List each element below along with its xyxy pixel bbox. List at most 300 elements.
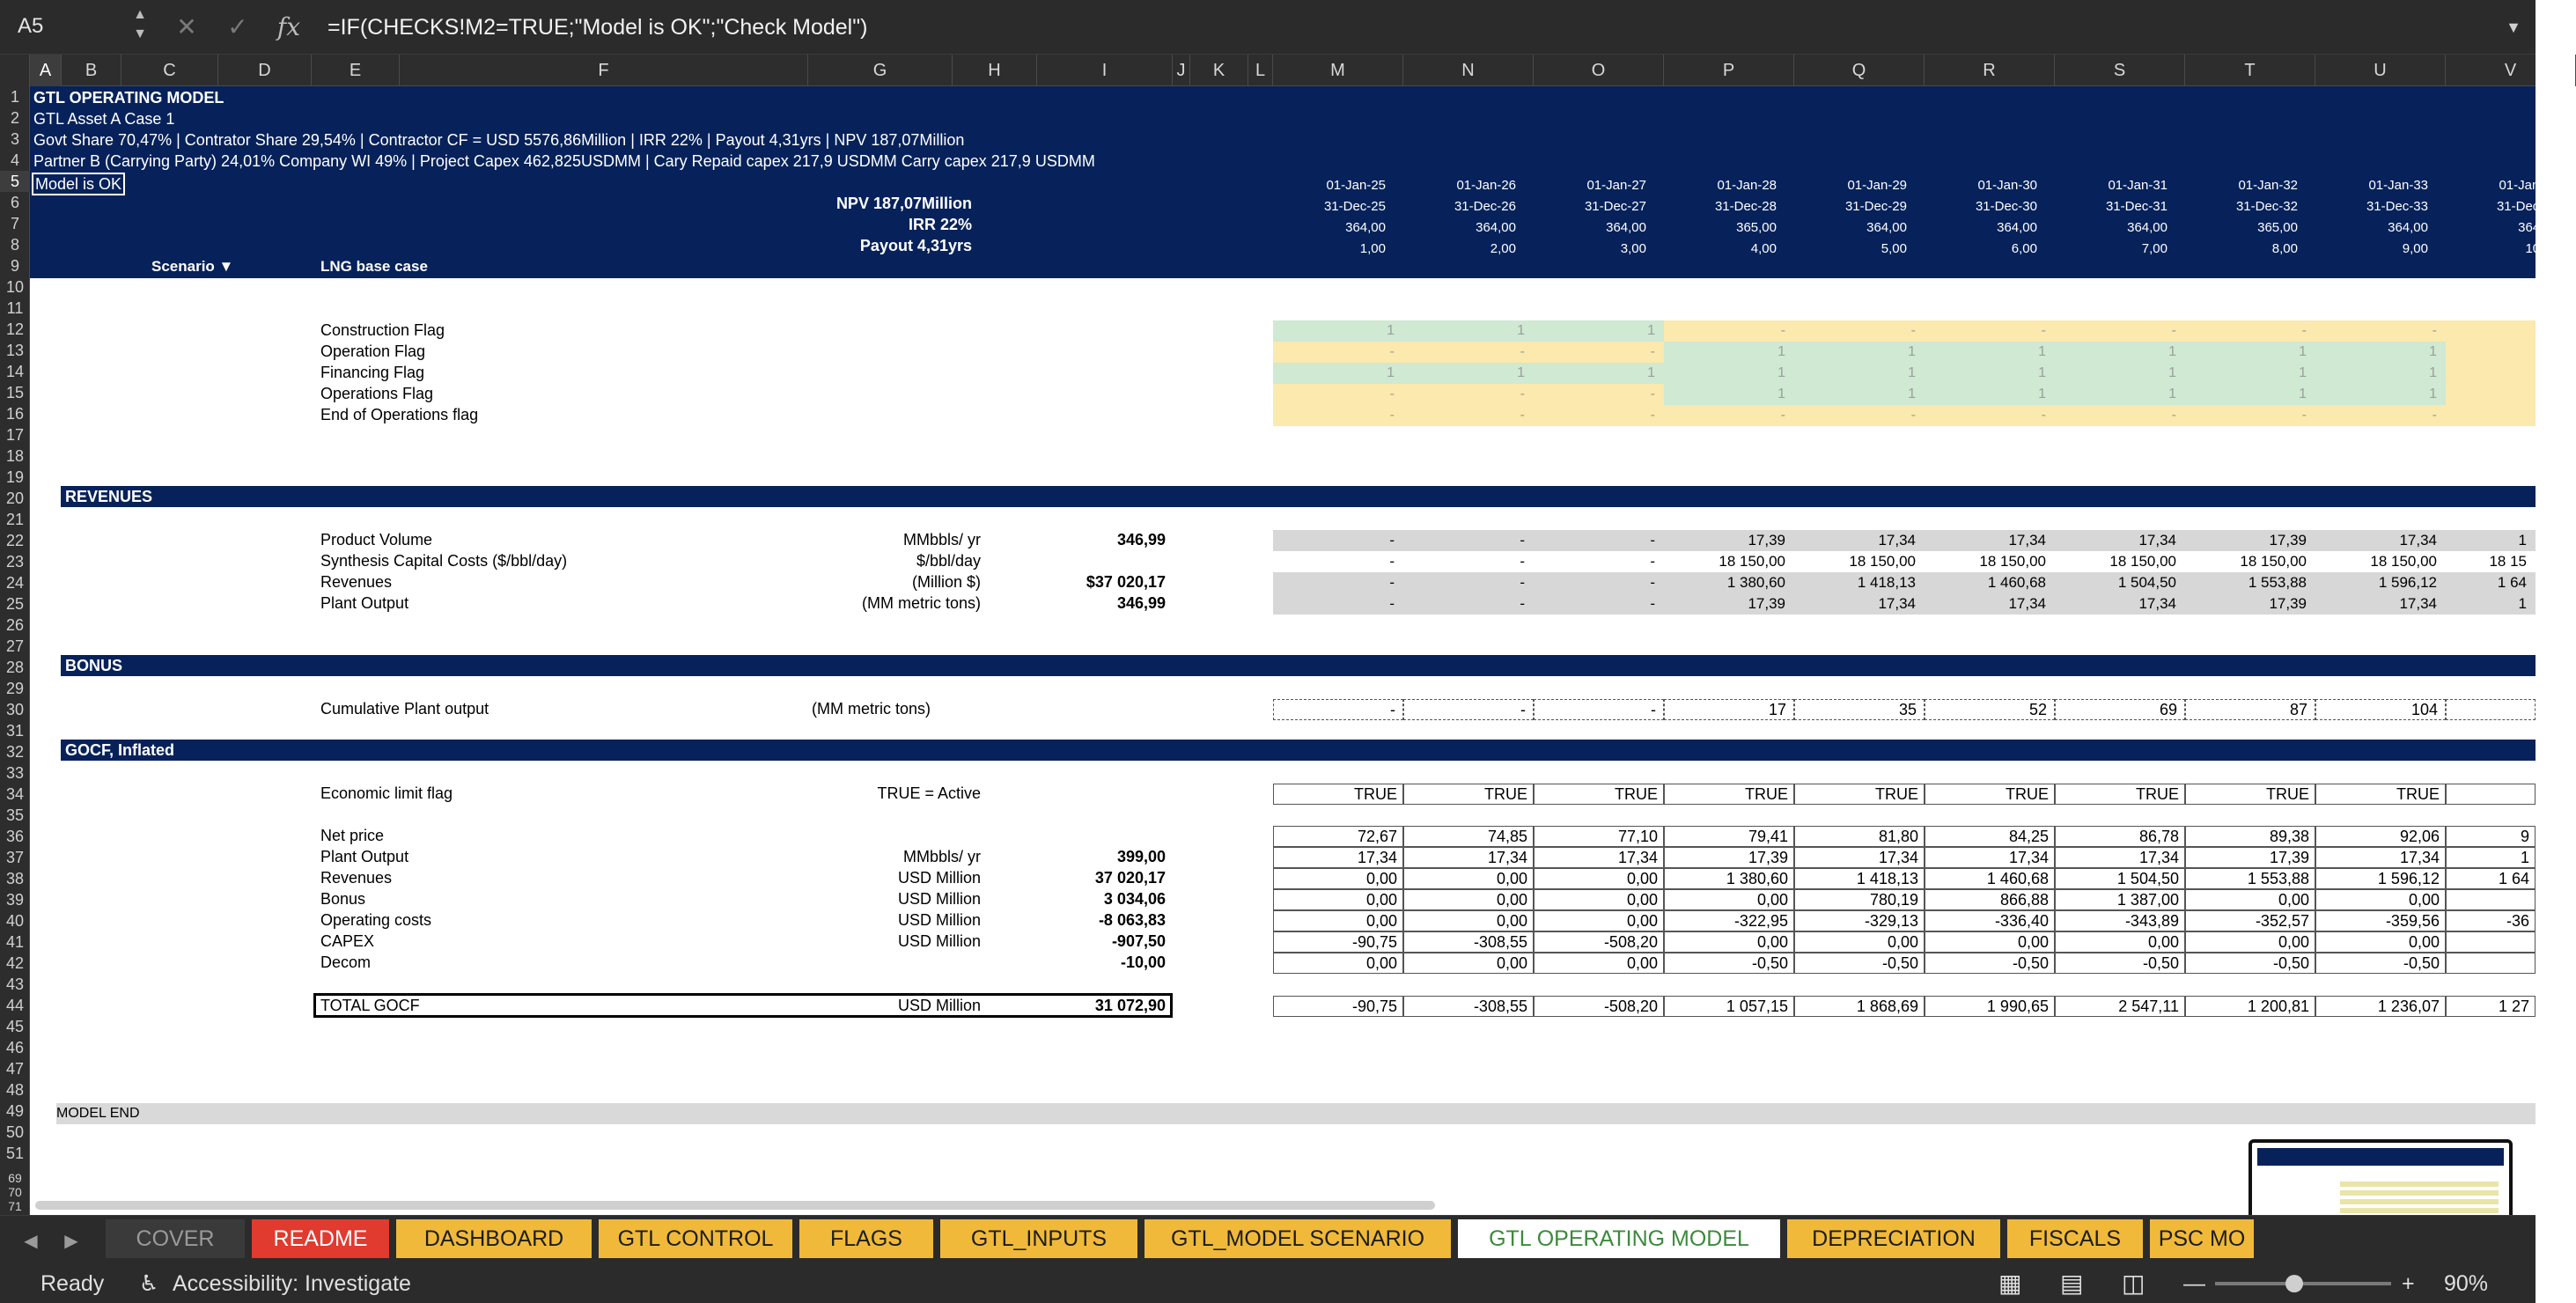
flag-cell: - [2055, 405, 2185, 426]
bonus-row-label: Cumulative Plant output [320, 700, 489, 718]
timeline-period-cell: 7,00 [2141, 241, 2168, 256]
revenue-value-cell: 17,39 [1664, 593, 1794, 615]
row-header-26[interactable]: 26 [5, 616, 25, 634]
timeline-start-cell: 01-Jan-31 [2108, 178, 2168, 193]
gocf-row-unit: USD Million [897, 911, 981, 929]
gocf-row-total: -8 063,83 [1098, 911, 1166, 929]
gocf-value-cell: 0,00 [2055, 931, 2185, 953]
gocf-value-cell [2446, 953, 2536, 974]
timeline-start-cell: 01-Jan-34 [2499, 178, 2558, 193]
page-break-icon[interactable]: ◫ [2122, 1270, 2145, 1297]
flag-cell [2446, 384, 2536, 405]
gocf-value-cell: 0,00 [1534, 910, 1664, 931]
flag-cell: - [1794, 405, 1925, 426]
column-header-h[interactable]: H [953, 55, 1037, 86]
sheet-tab-psc-mo[interactable]: PSC MO [2150, 1219, 2256, 1258]
column-header [0, 55, 2536, 86]
row-header-2[interactable]: 2 [10, 109, 19, 127]
timeline-end-cell: 31-Dec-31 [2105, 199, 2168, 214]
name-box-stepper-icon[interactable]: ▲ ▼ [133, 7, 147, 41]
timeline-period-cell: 4,00 [1750, 241, 1777, 256]
row-header-49[interactable]: 49 [5, 1102, 25, 1120]
gocf-value-cell: -0,50 [2185, 953, 2315, 974]
column-header-v[interactable]: V [2446, 55, 2576, 86]
revenue-row-unit: (Million $) [911, 573, 981, 591]
econ-flag-cell: TRUE [1664, 784, 1794, 805]
flag-cell [2446, 320, 2536, 342]
column-header-s[interactable]: S [2055, 55, 2185, 86]
row-header-15[interactable]: 15 [5, 384, 25, 401]
timeline-period-cell: 3,00 [1620, 241, 1646, 256]
revenue-value-cell: 1 553,88 [2185, 572, 2315, 593]
row-header-41[interactable]: 41 [5, 933, 25, 951]
flag-label: Operation Flag [320, 342, 426, 360]
gocf-value-cell: -0,50 [1794, 953, 1925, 974]
row-header-21[interactable]: 21 [5, 511, 25, 528]
sheet-tab-readme[interactable]: README [252, 1219, 391, 1258]
revenue-value-cell: 17,34 [2055, 530, 2185, 551]
row-header-22[interactable]: 22 [5, 532, 25, 549]
row-header-71[interactable]: 71 [8, 1199, 22, 1213]
flag-cell: - [2315, 405, 2446, 426]
bonus-value-cell: - [1273, 699, 1403, 720]
row-header-5[interactable]: 5 [0, 171, 30, 192]
column-header-d[interactable]: D [218, 55, 312, 86]
row-header-11[interactable]: 11 [6, 299, 24, 317]
prev-sheet-icon[interactable]: ◀ [24, 1232, 38, 1251]
row-header-6[interactable]: 6 [10, 194, 19, 211]
gocf-value-cell: -0,50 [2055, 953, 2185, 974]
sheet-tab-gtl-inputs[interactable]: GTL_INPUTS [940, 1219, 1139, 1258]
bonus-value-cell: 17 [1664, 699, 1794, 720]
econ-flag-cell: TRUE [1925, 784, 2055, 805]
next-sheet-icon[interactable]: ▶ [64, 1232, 78, 1251]
flag-cell: 1 [2185, 363, 2315, 384]
gocf-value-cell: -0,50 [1925, 953, 2055, 974]
gocf-value-cell [2446, 931, 2536, 953]
row-header-17[interactable]: 17 [5, 426, 25, 444]
row-header-14[interactable]: 14 [5, 363, 25, 380]
revenue-value-cell: 1 [2446, 530, 2536, 551]
model-end-band [56, 1103, 2536, 1124]
column-header-e[interactable]: E [312, 55, 400, 86]
insert-function-button[interactable]: fx [276, 12, 301, 41]
flag-cell: 1 [1664, 363, 1794, 384]
gocf-value-cell: 17,34 [1925, 847, 2055, 868]
gocf-value-cell: 0,00 [1794, 931, 1925, 953]
gocf-row-total: 3 034,06 [1103, 890, 1166, 908]
row-header-44[interactable]: 44 [5, 997, 25, 1014]
gocf-value-cell: 780,19 [1794, 889, 1925, 910]
zoom-slider[interactable] [2215, 1282, 2391, 1285]
model-title: GTL OPERATING MODEL [33, 89, 224, 107]
bonus-value-cell: 104 [2315, 699, 2446, 720]
gocf-value-cell: 0,00 [1273, 953, 1403, 974]
timeline-start-cell: 01-Jan-27 [1586, 178, 1646, 193]
revenue-value-cell: - [1520, 553, 1525, 570]
gocf-value-cell: 1 64 [2446, 868, 2536, 889]
accessibility-icon[interactable]: ♿ [139, 1271, 159, 1296]
flag-cell: 1 [1925, 342, 2055, 363]
zoom-in-icon[interactable]: + [2402, 1271, 2415, 1296]
revenue-value-cell: - [1273, 572, 1403, 593]
row-header-38[interactable]: 38 [5, 870, 25, 887]
flag-cell: 1 [2315, 384, 2446, 405]
total-gocf-label: TOTAL GOCF [320, 997, 420, 1014]
sheet-tab-gtl-control[interactable]: GTL CONTROL [599, 1219, 794, 1258]
sheet-tab-cover[interactable]: COVER [106, 1219, 247, 1258]
column-header-p[interactable]: P [1664, 55, 1794, 86]
row-header-8[interactable]: 8 [10, 236, 19, 254]
row-header-24[interactable]: 24 [5, 574, 25, 592]
total-gocf-cell: 1 236,07 [2315, 996, 2446, 1017]
column-header-u[interactable]: U [2315, 55, 2446, 86]
column-header-m[interactable]: M [1273, 55, 1403, 86]
row-header-40[interactable]: 40 [5, 912, 25, 930]
timeline-end-cell: 31-Dec-34 [2496, 199, 2558, 214]
row-header-30[interactable]: 30 [5, 701, 25, 718]
row-header-36[interactable]: 36 [5, 828, 25, 845]
ready-status: Ready [40, 1271, 105, 1296]
revenue-value-cell: 18 150,00 [1979, 553, 2046, 570]
gocf-row-unit: USD Million [897, 869, 981, 887]
gocf-value-cell: 0,00 [1403, 868, 1534, 889]
flag-cell: - [1925, 405, 2055, 426]
column-header-f[interactable]: F [400, 55, 808, 86]
row-header-12[interactable]: 12 [5, 320, 25, 338]
revenue-value-cell: - [1403, 530, 1534, 551]
revenue-value-cell: 18 15 [2489, 553, 2527, 570]
gocf-value-cell: 0,00 [1403, 889, 1534, 910]
horizontal-scrollbar[interactable] [35, 1201, 1435, 1210]
flag-cell: - [1794, 320, 1925, 342]
row-header-47[interactable]: 47 [5, 1060, 25, 1078]
revenue-value-cell: 17,34 [1925, 530, 2055, 551]
gocf-value-cell: -343,89 [2055, 910, 2185, 931]
flag-cell: 1 [2185, 342, 2315, 363]
column-header-o[interactable]: O [1534, 55, 1664, 86]
flag-cell: - [1273, 342, 1403, 363]
gocf-row-label: Revenues [320, 869, 393, 887]
row-header-37[interactable]: 37 [5, 849, 25, 866]
revenue-row-unit: MMbbls/ yr [902, 531, 981, 548]
econ-flag-cell: TRUE [2185, 784, 2315, 805]
revenue-value-cell: 17,34 [2055, 593, 2185, 615]
gocf-value-cell: 17,39 [1664, 847, 1794, 868]
page-layout-icon[interactable]: ▤ [2060, 1270, 2084, 1297]
total-gocf-cell: 2 547,11 [2055, 996, 2185, 1017]
timeline-end-cell: 31-Dec-28 [1714, 199, 1777, 214]
sheet-tab-fiscals[interactable]: FISCALS [2007, 1219, 2145, 1258]
summary-line-1: Govt Share 70,47% | Contrator Share 29,54% | Contractor CF = USD 5576,86Million | IRR 22% | Payout 4,31yrs | NPV 187,07Million [33, 131, 965, 149]
flag-cell: 1 [2315, 363, 2446, 384]
timeline-days-cell: 365,00 [2257, 220, 2298, 235]
gocf-value-cell: 9 [2446, 826, 2536, 847]
timeline-days-cell: 364,00 [1997, 220, 2037, 235]
timeline-period-cell: 8,00 [2271, 241, 2298, 256]
flag-cell: 1 [1273, 363, 1403, 384]
flag-cell: 1 [2055, 363, 2185, 384]
column-header-a[interactable]: A [30, 55, 62, 86]
gocf-band [61, 740, 2536, 761]
flag-cell: - [1664, 320, 1794, 342]
timeline-days-cell: 364,00 [1866, 220, 1907, 235]
econ-flag-cell [2446, 784, 2536, 805]
timeline-end-cell: 31-Dec-30 [1975, 199, 2037, 214]
gocf-value-cell: -329,13 [1794, 910, 1925, 931]
gocf-value-cell: 17,34 [1273, 847, 1403, 868]
row-header-27[interactable]: 27 [5, 637, 25, 655]
row-header-33[interactable]: 33 [5, 764, 25, 782]
gocf-row-unit: MMbbls/ yr [902, 848, 981, 865]
flag-cell: 1 [2055, 342, 2185, 363]
gocf-value-cell: 866,88 [1925, 889, 2055, 910]
column-header-b[interactable]: B [62, 55, 121, 86]
gocf-row-label: Plant Output [320, 848, 409, 865]
row-header-51[interactable]: 51 [5, 1145, 25, 1162]
gocf-value-cell: 81,80 [1794, 826, 1925, 847]
timeline-days-cell: 364,00 [1606, 220, 1646, 235]
row-header-4[interactable]: 4 [10, 151, 19, 169]
timeline-period-cell: 10,00 [2525, 241, 2558, 256]
revenue-row-label: Synthesis Capital Costs ($/bbl/day) [320, 552, 568, 570]
timeline-days-cell: 364,00 [1345, 220, 1386, 235]
gocf-row-total: 37 020,17 [1094, 869, 1166, 887]
gocf-value-cell: 1 [2446, 847, 2536, 868]
flag-cell: - [1534, 384, 1664, 405]
row-header-3[interactable]: 3 [10, 130, 19, 148]
column-header-k[interactable]: K [1190, 55, 1248, 86]
summary-line-2: Partner B (Carrying Party) 24,01% Company WI 49% | Project Capex 462,825USDMM | Cary Repaid capex 217,9 USDMM Carry capex 217,9 USDMM [33, 152, 1095, 170]
gocf-row-label: Bonus [320, 890, 366, 908]
npv-label: NPV 187,07Million [835, 195, 972, 212]
timeline-start-cell: 01-Jan-25 [1326, 178, 1386, 193]
flag-cell: 1 [2185, 384, 2315, 405]
sheet-tab-gtl-model-scenario[interactable]: GTL_MODEL SCENARIO [1144, 1219, 1453, 1258]
revenue-row-total: 346,99 [1116, 594, 1166, 612]
revenue-value-cell: - [1403, 593, 1534, 615]
row-header-19[interactable]: 19 [5, 468, 25, 486]
gocf-value-cell: 0,00 [1664, 889, 1794, 910]
row-header-20[interactable]: 20 [5, 490, 25, 507]
timeline-end-cell: 31-Dec-29 [1844, 199, 1907, 214]
gocf-value-cell: 0,00 [1273, 868, 1403, 889]
row-header-70[interactable]: 70 [8, 1185, 22, 1199]
row-header-16[interactable]: 16 [5, 405, 25, 423]
gocf-value-cell: 89,38 [2185, 826, 2315, 847]
econ-flag-cell: TRUE [2055, 784, 2185, 805]
row-header-25[interactable]: 25 [5, 595, 25, 613]
bonus-value-cell: 69 [2055, 699, 2185, 720]
flag-cell: - [1273, 405, 1403, 426]
timeline-days-cell: 364,00 [1476, 220, 1516, 235]
normal-view-icon[interactable]: ▦ [1998, 1270, 2022, 1297]
revenue-value-cell: - [1403, 572, 1534, 593]
flag-cell: - [2185, 405, 2315, 426]
sheet-grid[interactable] [30, 86, 2558, 1215]
gocf-value-cell: 17,34 [2055, 847, 2185, 868]
econ-flag-unit: TRUE = Active [877, 784, 981, 802]
gocf-value-cell: -90,75 [1273, 931, 1403, 953]
flag-label: Financing Flag [320, 364, 425, 381]
flag-label: End of Operations flag [320, 406, 479, 423]
total-gocf-value: 31 072,90 [1094, 997, 1166, 1014]
revenue-value-cell: - [1534, 530, 1664, 551]
row-header-48[interactable]: 48 [5, 1081, 25, 1099]
revenue-value-cell: 17,39 [2185, 530, 2315, 551]
gocf-value-cell: 1 460,68 [1925, 868, 2055, 889]
sheet-tab-flags[interactable]: FLAGS [799, 1219, 935, 1258]
row-header-32[interactable]: 32 [5, 743, 25, 761]
gocf-value-cell: 1 418,13 [1794, 868, 1925, 889]
row-header-18[interactable]: 18 [5, 447, 25, 465]
column-header-i[interactable]: I [1037, 55, 1173, 86]
timeline-end-cell: 31-Dec-32 [2235, 199, 2298, 214]
column-header-c[interactable]: C [121, 55, 218, 86]
scenario-dropdown[interactable]: Scenario ▼ [151, 258, 234, 275]
gocf-value-cell [2446, 889, 2536, 910]
bonus-row-unit: (MM metric tons) [812, 700, 931, 718]
row-header-35[interactable]: 35 [5, 806, 25, 824]
gocf-row-label: Decom [320, 953, 372, 971]
flag-cell: - [1403, 384, 1534, 405]
gocf-value-cell: -0,50 [2315, 953, 2446, 974]
zoom-out-icon[interactable]: — [2183, 1271, 2205, 1296]
confirm-icon[interactable]: ✓ [227, 13, 248, 40]
gocf-row-unit: USD Million [897, 932, 981, 950]
gocf-value-cell: 0,00 [1534, 889, 1664, 910]
econ-flag-cell: TRUE [1534, 784, 1664, 805]
bonus-value-cell [2446, 699, 2536, 720]
column-header-q[interactable]: Q [1794, 55, 1925, 86]
revenue-row-label: Product Volume [320, 531, 433, 548]
sheet-tab-gtl-operating-model[interactable]: GTL OPERATING MODEL [1458, 1219, 1782, 1258]
column-header-j[interactable]: J [1173, 55, 1190, 86]
gocf-row-label: Net price [320, 827, 385, 844]
formula-input[interactable]: =IF(CHECKS!M2=TRUE;"Model is OK";"Check Model") [317, 9, 2491, 46]
gocf-value-cell: 0,00 [2315, 931, 2446, 953]
column-header-g[interactable]: G [808, 55, 953, 86]
gocf-value-cell: -308,55 [1403, 931, 1534, 953]
row-header-7[interactable]: 7 [10, 215, 19, 232]
row-header-42[interactable]: 42 [5, 954, 25, 972]
econ-flag-cell: TRUE [1273, 784, 1403, 805]
irr-label: IRR 22% [908, 216, 972, 233]
row-header-69[interactable]: 69 [8, 1171, 22, 1185]
flag-cell: 1 [1794, 342, 1925, 363]
row-header [0, 86, 30, 1215]
cancel-icon[interactable]: ✕ [176, 13, 197, 40]
revenue-value-cell: 18 150,00 [2370, 553, 2437, 570]
column-header-t[interactable]: T [2185, 55, 2315, 86]
bonus-value-cell: 35 [1794, 699, 1925, 720]
model-status-cell[interactable]: Model is OK [32, 173, 125, 195]
flag-cell: 1 [1664, 342, 1794, 363]
column-header-n[interactable]: N [1403, 55, 1534, 86]
gocf-value-cell: -508,20 [1534, 931, 1664, 953]
row-header-45[interactable]: 45 [5, 1018, 25, 1035]
sheet-tab-dashboard[interactable]: DASHBOARD [396, 1219, 593, 1258]
gocf-row-label: Operating costs [320, 911, 432, 929]
row-header-9[interactable]: 9 [10, 257, 19, 275]
revenue-value-cell: - [1534, 593, 1664, 615]
revenue-value-cell: 1 596,12 [2315, 572, 2446, 593]
bonus-section-title: BONUS [65, 657, 123, 674]
flag-cell: - [1403, 405, 1534, 426]
flag-cell [2446, 405, 2536, 426]
timeline-end-cell: 31-Dec-33 [2366, 199, 2428, 214]
row-header-34[interactable]: 34 [5, 785, 25, 803]
revenue-row-unit: (MM metric tons) [862, 594, 981, 612]
gocf-value-cell: 0,00 [1273, 889, 1403, 910]
model-subtitle: GTL Asset A Case 1 [33, 110, 175, 128]
revenue-value-cell: 18 150,00 [1849, 553, 1916, 570]
timeline-period-cell: 1,00 [1359, 241, 1386, 256]
gocf-value-cell: 0,00 [2315, 889, 2446, 910]
name-box[interactable]: A5 [18, 14, 44, 38]
row-header-39[interactable]: 39 [5, 891, 25, 909]
gocf-value-cell: 0,00 [1534, 868, 1664, 889]
gocf-value-cell: 74,85 [1403, 826, 1534, 847]
select-all-corner[interactable] [0, 55, 30, 86]
total-gocf-cell: 1 868,69 [1794, 996, 1925, 1017]
row-header-46[interactable]: 46 [5, 1039, 25, 1056]
row-header-28[interactable]: 28 [5, 659, 25, 676]
revenue-row-total: $37 020,17 [1086, 573, 1166, 591]
zoom-slider-thumb[interactable] [2285, 1275, 2303, 1292]
total-gocf-unit: USD Million [897, 997, 981, 1014]
row-header-10[interactable]: 10 [5, 278, 25, 296]
revenue-value-cell: 17,34 [2315, 593, 2446, 615]
gocf-value-cell: 0,00 [1273, 910, 1403, 931]
row-header-50[interactable]: 50 [5, 1123, 25, 1141]
gocf-value-cell: -359,56 [2315, 910, 2446, 931]
column-header-l[interactable]: L [1248, 55, 1273, 86]
timeline-end-cell: 31-Dec-26 [1454, 199, 1516, 214]
gocf-value-cell: 0,00 [1403, 910, 1534, 931]
flag-cell: - [2185, 320, 2315, 342]
row-header-23[interactable]: 23 [5, 553, 25, 571]
timeline-start-cell: 01-Jan-33 [2368, 178, 2428, 193]
total-gocf-cell: 1 27 [2446, 996, 2536, 1017]
flag-cell: 1 [1403, 320, 1534, 342]
expand-formula-icon[interactable]: ▼ [2506, 18, 2521, 36]
bonus-band [61, 655, 2536, 676]
column-header-r[interactable]: R [1925, 55, 2055, 86]
row-header-1[interactable]: 1 [10, 88, 19, 106]
row-header-29[interactable]: 29 [5, 680, 25, 697]
flag-cell: 1 [1534, 363, 1664, 384]
bonus-value-cell: 52 [1925, 699, 2055, 720]
gocf-row-label: CAPEX [320, 932, 375, 950]
revenues-section-title: REVENUES [65, 488, 153, 505]
revenue-row-unit: $/bbl/day [916, 552, 981, 570]
sheet-tab-depreciation[interactable]: DEPRECIATION [1787, 1219, 2002, 1258]
revenue-row-label: Revenues [320, 573, 393, 591]
gocf-value-cell: 1 596,12 [2315, 868, 2446, 889]
revenue-value-cell: - [1650, 553, 1655, 570]
timeline-period-cell: 9,00 [2402, 241, 2428, 256]
gocf-value-cell: 72,67 [1273, 826, 1403, 847]
total-gocf-cell: -90,75 [1273, 996, 1403, 1017]
revenue-value-cell: 17,34 [2315, 530, 2446, 551]
row-header-31[interactable]: 31 [5, 722, 25, 740]
flag-cell: - [1534, 405, 1664, 426]
flag-cell: - [1534, 342, 1664, 363]
accessibility-status[interactable]: Accessibility: Investigate [173, 1271, 411, 1296]
row-header-13[interactable]: 13 [5, 342, 25, 359]
row-header-43[interactable]: 43 [5, 975, 25, 993]
